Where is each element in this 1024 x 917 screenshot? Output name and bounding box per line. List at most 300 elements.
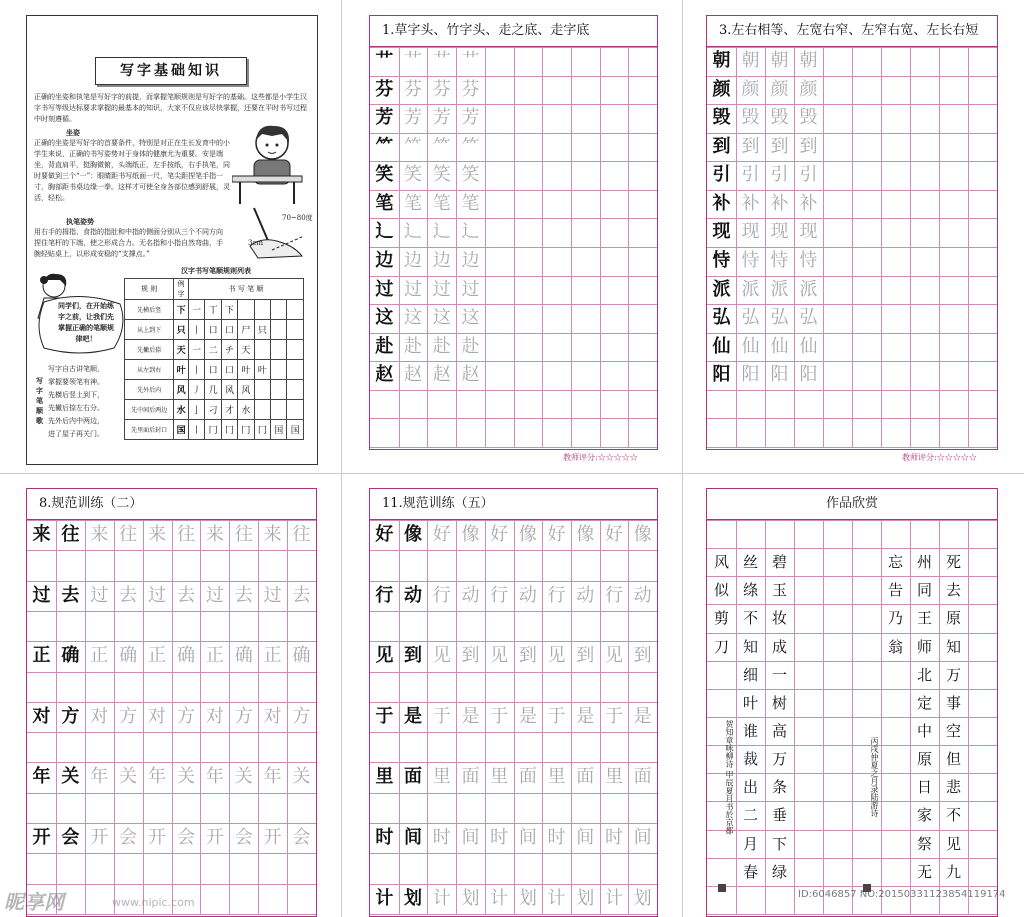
trace-character: 正 (205, 645, 224, 667)
stroke-step: 叶 (238, 360, 254, 380)
rule-name: 先撇后捺 (125, 340, 174, 360)
stroke-step (254, 340, 270, 360)
trace-character: 关 (119, 766, 138, 788)
sample-character: 笑 (375, 164, 394, 186)
practice-grid (27, 520, 316, 916)
calligraphy-character: 玉 (771, 581, 787, 600)
calligraphy-character: 告 (887, 581, 903, 600)
trace-character: 笑 (461, 164, 480, 186)
stroke-step: 丨 (188, 320, 204, 340)
calligraphy-character: 风 (713, 553, 729, 572)
trace-character: ⺮ (432, 135, 451, 157)
grid-title: 1.草字头、竹字头、走之底、走字底 (370, 16, 657, 47)
trace-character: 笔 (404, 192, 423, 214)
trace-character: 到 (576, 645, 595, 667)
stroke-step: チ (221, 340, 237, 360)
sample-character: ⺮ (375, 135, 394, 157)
trace-character: 间 (633, 827, 652, 849)
practice-grid-frame (369, 15, 658, 450)
trace-character: 来 (148, 524, 167, 545)
trace-character: 芬 (461, 78, 480, 100)
sample-character: 芬 (375, 78, 394, 100)
trace-character: 关 (234, 766, 253, 788)
grid-col-line (968, 47, 969, 447)
grid-col-line (939, 47, 940, 447)
calligraphy-character: 似 (713, 581, 729, 600)
stroke-step (254, 380, 270, 400)
trace-character: 艹 (404, 50, 423, 71)
calligraphy-character: 空 (945, 722, 961, 740)
calligraphy-character: 北 (916, 665, 932, 684)
trace-character: 笔 (461, 192, 480, 214)
calligraphy-character: 一 (771, 665, 787, 684)
trace-character: ⺮ (461, 135, 480, 157)
trace-character: 往 (234, 524, 253, 545)
sample-character: 赵 (375, 364, 394, 386)
sample-character: 引 (712, 164, 731, 186)
calligraphy-character: 中 (916, 722, 932, 740)
sample-character: 里 (375, 766, 394, 788)
sample-character: 正 (32, 645, 51, 667)
trace-character: 派 (799, 278, 818, 300)
calligraphy-character: 无 (916, 862, 932, 881)
trace-character: 辶 (432, 221, 451, 243)
trace-character: 补 (741, 192, 760, 214)
trace-character: 颜 (741, 78, 760, 100)
sample-character: 往 (61, 524, 80, 545)
stroke-step: 下 (221, 300, 237, 320)
sample-character: 方 (61, 705, 80, 727)
trace-character: 于 (547, 705, 566, 727)
trace-character: 到 (770, 135, 789, 157)
sample-character: 开 (32, 827, 51, 849)
trace-character: 现 (741, 221, 760, 243)
trace-character: 仙 (799, 335, 818, 357)
grid-col-line (600, 47, 601, 447)
sample-character: 艹 (375, 50, 394, 71)
trace-character: 颜 (770, 78, 789, 100)
trace-character: 芳 (461, 107, 480, 129)
trace-character: 里 (547, 766, 566, 788)
stroke-step: 二 (205, 340, 221, 360)
grid-col-line (628, 47, 629, 447)
stroke-step (287, 320, 304, 340)
stroke-step: 才 (221, 400, 237, 420)
trace-character: 计 (490, 887, 509, 909)
trace-character: 补 (770, 192, 789, 214)
seal-stamp (718, 884, 726, 892)
trace-character: 划 (576, 887, 595, 909)
stroke-step: 丨 (188, 360, 204, 380)
trace-character: 计 (547, 887, 566, 909)
grid-col-line (910, 47, 911, 447)
sample-character: 阳 (712, 364, 731, 386)
trace-character: 赴 (432, 335, 451, 357)
example-character: 国 (174, 420, 189, 440)
trace-character: 补 (799, 192, 818, 214)
stroke-step: 风 (238, 380, 254, 400)
table-row (125, 400, 304, 420)
sample-character: 行 (375, 584, 394, 606)
trace-character: 面 (518, 766, 537, 788)
trace-character: 时 (432, 827, 451, 849)
sample-character: 到 (404, 645, 423, 667)
calligraphy-character: 知 (742, 637, 758, 656)
sample-character: 补 (712, 192, 731, 214)
grid-col-line (852, 520, 853, 914)
teacher-score: 教师评分:☆☆☆☆☆ (563, 453, 638, 462)
trace-character: 赴 (461, 335, 480, 357)
sample-character: 计 (375, 887, 394, 909)
grid-col-line (968, 520, 969, 914)
stroke-step: 口 (221, 360, 237, 380)
sample-character: 派 (712, 278, 731, 300)
grid-col-line (542, 47, 543, 447)
stroke-step: 口 (205, 360, 221, 380)
trace-character: 弘 (799, 307, 818, 329)
trace-character: 行 (547, 584, 566, 606)
trace-character: 于 (490, 705, 509, 727)
trace-character: 对 (205, 705, 224, 727)
trace-character: 划 (461, 887, 480, 909)
calligraphy-character: 悲 (945, 778, 961, 797)
trace-character: 计 (604, 887, 623, 909)
grid-col-line (514, 47, 515, 447)
calligraphy-character: 绦 (742, 581, 758, 600)
trace-character: 这 (404, 307, 423, 329)
student-writing-illustration (232, 118, 312, 204)
sample-character: 好 (375, 524, 394, 545)
calligraphy-character: 家 (916, 806, 932, 825)
trace-character: 时 (490, 827, 509, 849)
stroke-step (287, 340, 304, 360)
stroke-step: 冂 (205, 420, 221, 440)
example-character: 下 (174, 300, 189, 320)
table-row (125, 340, 304, 360)
trace-character: 开 (205, 827, 224, 849)
example-character: 水 (174, 400, 189, 420)
trace-character: 关 (292, 766, 311, 788)
stroke-step (254, 400, 270, 420)
sample-character: 是 (404, 705, 423, 727)
stroke-step: 丨 (188, 420, 204, 440)
calligraphy-character: 王 (916, 609, 932, 628)
trace-character: 过 (90, 584, 109, 606)
sample-character: 面 (404, 766, 423, 788)
trace-character: 来 (205, 524, 224, 545)
table-header: 规 则 (125, 279, 174, 300)
grid-title: 作品欣赏 (707, 489, 997, 520)
trace-character: 年 (90, 766, 109, 788)
stroke-step: 只 (254, 320, 270, 340)
teacher-score: 教师评分:☆☆☆☆☆ (902, 453, 977, 462)
trace-character: 辶 (461, 221, 480, 243)
trace-character: 往 (119, 524, 138, 545)
sample-character: 对 (32, 705, 51, 727)
calligraphy-character: 裁 (742, 750, 758, 769)
trace-character: 像 (461, 524, 480, 545)
example-character: 天 (174, 340, 189, 360)
trace-character: 恃 (770, 250, 789, 271)
grid-row-line (707, 914, 997, 915)
calligraphy-character: 出 (742, 778, 758, 797)
page-radicals (341, 0, 682, 473)
sample-character: 仙 (712, 335, 731, 357)
grid-row-line (707, 447, 997, 448)
trace-character: 边 (461, 250, 480, 271)
trace-character: 到 (461, 645, 480, 667)
grip-text: 用右手的拇指、食指的指肚和中指的侧面分别从三个不同方向捏住笔杆的下端，使之形成合力。无名指和小指自然弯曲，手腕轻贴桌上，以形成安稳的“支撑点。” (34, 228, 223, 258)
sample-character: 颜 (712, 78, 731, 100)
calligraphy-character: 妆 (771, 609, 787, 628)
trace-character: 方 (234, 705, 253, 727)
rhyme-line: 先横后竖上到下， (48, 391, 104, 399)
trace-character: 计 (432, 887, 451, 909)
trace-character: 划 (518, 887, 537, 909)
trace-character: 于 (432, 705, 451, 727)
page-title: 写字基础知识 (95, 57, 247, 85)
trace-character: 赵 (404, 364, 423, 386)
stroke-step (271, 400, 287, 420)
grip-heading: 执笔姿势 (66, 217, 94, 226)
trace-character: 毁 (770, 107, 789, 129)
trace-character: 里 (604, 766, 623, 788)
rule-name: 先外后内 (125, 380, 174, 400)
rule-name: 先里面后封口 (125, 420, 174, 440)
trace-character: 正 (263, 645, 282, 667)
stroke-step: 一 (188, 340, 204, 360)
trace-character: 芳 (432, 107, 451, 129)
stroke-step (271, 360, 287, 380)
stroke-step: 一 (188, 300, 204, 320)
trace-character: 确 (176, 645, 195, 667)
trace-character: 开 (90, 827, 109, 849)
trace-character: 对 (90, 705, 109, 727)
stroke-step: 冂 (221, 420, 237, 440)
stroke-step: 冂 (254, 420, 270, 440)
stroke-step (271, 300, 287, 320)
trace-character: 来 (90, 524, 109, 545)
grid-col-line (852, 47, 853, 447)
trace-character: 笑 (432, 164, 451, 186)
trace-character: 会 (292, 827, 311, 849)
stroke-step (238, 300, 254, 320)
sample-character: 过 (375, 278, 394, 300)
trace-character: 恃 (799, 250, 818, 271)
trace-character: 往 (176, 524, 195, 545)
trace-character: 是 (518, 705, 537, 727)
trace-character: 面 (633, 766, 652, 788)
trace-character: 赴 (404, 335, 423, 357)
sample-character: 到 (712, 135, 731, 157)
calligraphy-character: 高 (771, 722, 787, 740)
watermark-logo: 昵享网 (4, 890, 64, 914)
trace-character: 这 (432, 307, 451, 329)
sample-character: 见 (375, 645, 394, 667)
trace-character: 笔 (432, 192, 451, 214)
trace-character: 过 (461, 278, 480, 300)
trace-character: 像 (576, 524, 595, 545)
practice-grid-frame (26, 488, 317, 917)
sample-character: 关 (61, 766, 80, 788)
stroke-order-table (124, 278, 304, 440)
trace-character: 到 (518, 645, 537, 667)
trace-character: 时 (604, 827, 623, 849)
calligraphy-character: 二 (742, 806, 758, 825)
trace-character: 去 (119, 584, 138, 606)
trace-character: 毁 (799, 107, 818, 129)
calligraphy-character: 万 (945, 665, 961, 684)
calligraphy-character: 不 (945, 806, 961, 825)
trace-character: 恃 (741, 250, 760, 271)
sample-character: 现 (712, 221, 731, 243)
grid-col-line (823, 520, 824, 914)
posture-heading: 坐姿 (66, 128, 80, 137)
trace-character: 会 (176, 827, 195, 849)
trace-character: 去 (292, 584, 311, 606)
trace-character: 去 (176, 584, 195, 606)
trace-character: 是 (633, 705, 652, 727)
calligraphy-character: 绿 (771, 862, 787, 881)
calligraphy-character: 垂 (771, 806, 787, 825)
grid-title: 11.规范训练（五） (370, 489, 657, 520)
trace-character: 方 (176, 705, 195, 727)
speech-text: 同学们，在开始练字之前，让我们先掌握正确的笔顺规律吧！ (58, 301, 114, 343)
practice-grid (707, 520, 997, 916)
trace-character: 于 (604, 705, 623, 727)
stroke-step: 国 (287, 420, 304, 440)
stroke-step (271, 340, 287, 360)
stroke-step: 口 (205, 320, 221, 340)
trace-character: 派 (770, 278, 789, 300)
trace-character: 艹 (432, 50, 451, 71)
grid-row-line (370, 914, 657, 915)
example-character: 叶 (174, 360, 189, 380)
grid-title: 3.左右相等、左宽右窄、左窄右宽、左长右短 (707, 16, 997, 47)
practice-grid-frame (369, 488, 658, 917)
trace-character: 是 (576, 705, 595, 727)
trace-character: 像 (633, 524, 652, 545)
trace-character: 过 (404, 278, 423, 300)
practice-grid-frame (706, 15, 998, 450)
sample-character: 过 (32, 584, 51, 606)
trace-character: 确 (119, 645, 138, 667)
poem2-signature: 丙戌仲夏之月录陆游诗 (870, 737, 879, 818)
trace-character: 芳 (404, 107, 423, 129)
trace-character: 弘 (770, 307, 789, 329)
sample-character: 于 (375, 705, 394, 727)
trace-character: 会 (234, 827, 253, 849)
trace-character: 阳 (799, 364, 818, 386)
calligraphy-frame (706, 488, 998, 917)
trace-character: 里 (432, 766, 451, 788)
example-character: 只 (174, 320, 189, 340)
trace-character: 开 (263, 827, 282, 849)
trace-character: 仙 (741, 335, 760, 357)
practice-grid (370, 47, 657, 449)
trace-character: 见 (547, 645, 566, 667)
sample-character: 恃 (712, 250, 731, 271)
trace-character: ⺮ (404, 135, 423, 157)
stroke-step: 亅 (188, 400, 204, 420)
sample-character: 划 (404, 887, 423, 909)
calligraphy-character: 九 (945, 862, 961, 881)
trace-character: 毁 (741, 107, 760, 129)
grid-col-line (881, 47, 882, 447)
rhyme-line: 写字自古讲笔顺， (48, 365, 104, 373)
stroke-step: 尸 (238, 320, 254, 340)
calligraphy-character: 见 (945, 834, 961, 853)
calligraphy-character: 翁 (887, 637, 903, 656)
trace-character: 过 (263, 584, 282, 606)
stroke-step: 丅 (205, 300, 221, 320)
trace-character: 确 (292, 645, 311, 667)
trace-character: 现 (770, 221, 789, 243)
grid-title: 8.规范训练（二） (27, 489, 316, 520)
example-character: 风 (174, 380, 189, 400)
trace-character: 引 (799, 164, 818, 186)
trace-character: 到 (633, 645, 652, 667)
sample-character: 间 (404, 827, 423, 849)
stroke-step (287, 380, 304, 400)
rule-name: 先横后竖 (125, 300, 174, 320)
trace-character: 引 (770, 164, 789, 186)
calligraphy-character: 剪 (713, 609, 729, 628)
page-training-5 (341, 473, 682, 917)
cm-label: 3cm (248, 239, 264, 247)
trace-character: 赵 (461, 364, 480, 386)
trace-character: 艹 (461, 50, 480, 71)
trace-character: 好 (432, 524, 451, 545)
page-structure (682, 0, 1024, 473)
trace-character: 正 (90, 645, 109, 667)
stroke-step: 口 (221, 320, 237, 340)
trace-character: 朝 (741, 50, 760, 71)
calligraphy-character: 师 (916, 637, 932, 656)
grid-col-line (571, 47, 572, 447)
trace-character: 这 (461, 307, 480, 329)
trace-character: 现 (799, 221, 818, 243)
trace-character: 派 (741, 278, 760, 300)
trace-character: 来 (263, 524, 282, 545)
trace-character: 芬 (404, 78, 423, 100)
calligraphy-character: 丝 (742, 553, 758, 572)
calligraphy-character: 春 (742, 862, 758, 881)
calligraphy-character: 月 (742, 834, 758, 853)
stroke-step: 风 (221, 380, 237, 400)
stroke-step: 刁 (205, 400, 221, 420)
rhyme-side-label: 写字笔顺歌 (36, 376, 43, 425)
sample-character: 赴 (375, 335, 394, 357)
trace-character: 关 (176, 766, 195, 788)
trace-character: 往 (292, 524, 311, 545)
poem1-signature: 贺知章咏柳诗 甲辰夏月书於京都 (725, 720, 734, 835)
calligraphy-character: 定 (916, 693, 932, 712)
page-training-2 (0, 473, 341, 917)
calligraphy-character: 日 (916, 778, 932, 797)
angle-label: 70~80度 (282, 214, 313, 222)
stroke-step: 天 (238, 340, 254, 360)
practice-grid (370, 520, 657, 916)
trace-character: 弘 (741, 307, 760, 329)
trace-character: 确 (234, 645, 253, 667)
trace-character: 面 (461, 766, 480, 788)
page-showcase (682, 473, 1024, 917)
sample-character: 朝 (712, 50, 731, 71)
calligraphy-character: 去 (945, 581, 961, 600)
stroke-step: 国 (271, 420, 287, 440)
trace-character: 会 (119, 827, 138, 849)
